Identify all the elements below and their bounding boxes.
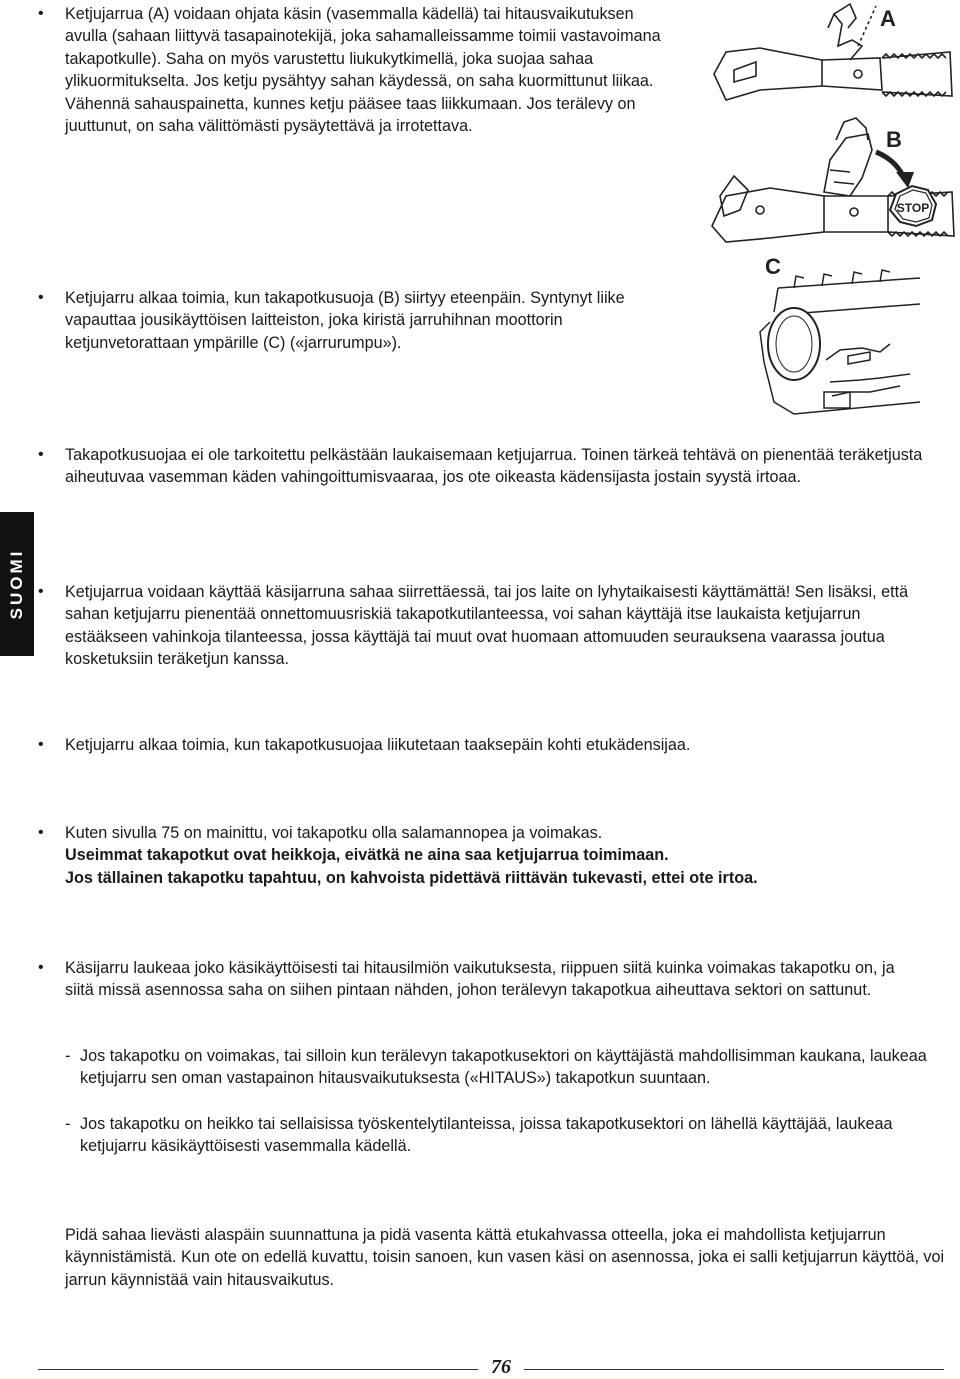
bullet: • [38,446,44,463]
section-4-text: Ketjujarrua voidaan käyttää käsijarruna sahaa siirrettäessä, tai jos laite on lyhytaikaisesti käyttämättä! Sen lisäksi, että sahan ketjujarru pienentää onnettomuusriskiä takapotkutilanteessa, voi sahan käyttäjä itse laukaista ketjujarrun estääkseen vahinkoja tilanteessa, jossa käyttäjä tai muut ovat huomaan attomuuden seurauksena vaarassa joutua kosketuksiin teräketjun kanssa. [65,583,909,669]
section-7-sub-2: Jos takapotku on heikko tai sellaisissa työskentelytilanteissa, joissa takapotkusektori on lähellä käyttäjää, laukeaa ketjujarru käsikäyttöisesti vasemmalla kädellä. [80,1115,893,1156]
footer-rule-left [38,1369,478,1370]
footer-rule-right [524,1369,944,1370]
bullet: • [38,959,44,976]
section-6-body [65,822,945,889]
bullet: • [38,824,44,841]
language-tab-label: SUOMI [7,548,26,620]
section-6-warning-1: Useimmat takapotkut ovat heikkoja, eivätkä ne aina saa ketjujarrua toimimaan. [65,846,669,865]
section-2-text: Ketjujarru alkaa toimia, kun takapotkusuoja (B) siirtyy eteenpäin. Syntynyt liike vapauttaa jousikäyttöisen laitteiston, joka kiristä jarruhihnan moottorin ketjunvetorattaan ympärille (C) («jarrurumpu»). [65,289,625,352]
language-tab [0,512,34,656]
section-6-text: Kuten sivulla 75 on mainittu, voi takapotku olla salamannopea ja voimakas. [65,824,603,842]
bullet: • [38,736,44,753]
page-number: 76 [491,1356,511,1378]
dash: - [65,1047,71,1065]
figure-label-b: B [886,127,902,152]
section-1-text: Ketjujarrua (A) voidaan ohjata käsin (vasemmalla kädellä) tai hitausvaikutuksen avulla (sahaan liittyvä tasapainotekijä, joka sahamalleissamme toimii vastavoimana takapotkulle). Saha on myös varustettu liukukytkimellä, joka suojaa sahaa ylikuormitukselta. Jos ketju pysähtyy sahan käydessä, on saha kuormittunut liikaa. Vähennä sahauspainetta, kunnes ketju pääsee taas liikkumaan. Jos terälevy on juuttunut, on saha välittömästi pysäytettävä ja irrotettava. [65,5,661,136]
bullet: • [38,5,44,22]
section-6-warning-2: Jos tällainen takapotku tapahtuu, on kahvoista pidettävä riittävän tukevasti, ettei ote irtoa. [65,868,758,887]
chainsaw-brake-figure-ab [700,0,960,250]
chainsaw-brake-drum-figure-c [730,252,930,420]
section-3-text: Takapotkusuojaa ei ole tarkoitettu pelkästään laukaisemaan ketjujarrua. Toinen tärkeä tehtävä on pienentää teräketjusta aiheutuvaa vasemman käden vahingoittumisvaaraa, jos ote oikeasta kädensijasta jostain syystä irtoaa. [65,446,923,487]
stop-sign-text: STOP [896,201,930,215]
section-5-text: Ketjujarru alkaa toimia, kun takapotkusuojaa liikutetaan taaksepäin kohti etukädensijaa. [65,736,691,754]
section-7-text: Käsijarru laukeaa joko käsikäyttöisesti tai hitausilmiön vaikutuksesta, riippuen siitä kuinka voimakas takapotku on, ja siitä missä asennossa saha on siihen pintaan nähden, johon terälevyn takapotkua aiheuttava sektori on sattunut. [65,959,895,1000]
bullet: • [38,289,44,306]
section-7-sub-1: Jos takapotku on voimakas, tai silloin kun terälevyn takapotkusektori on käyttäjästä mahdollisimman kaukana, laukeaa ketjujarru sen oman vastapainon hitausvaikutuksesta («HITAUS») takapotkun suuntaan. [80,1047,927,1088]
section-8-text: Pidä sahaa lievästi alaspäin suunnattuna ja pidä vasenta kättä etukahvassa otteella, joka ei mahdollista ketjujarrun käynnistämistä. Kun ote on edellä kuvattu, toisin sanoen, kun vasen käsi on asennossa, joka ei salli ketjujarrun käyttöä, voi jarrun käynnistää vain hitausvaikutus. [65,1226,945,1289]
figure-label-a: A [880,6,896,31]
bullet: • [38,583,44,600]
figure-label-c: C [765,254,781,279]
dash: - [65,1115,71,1133]
